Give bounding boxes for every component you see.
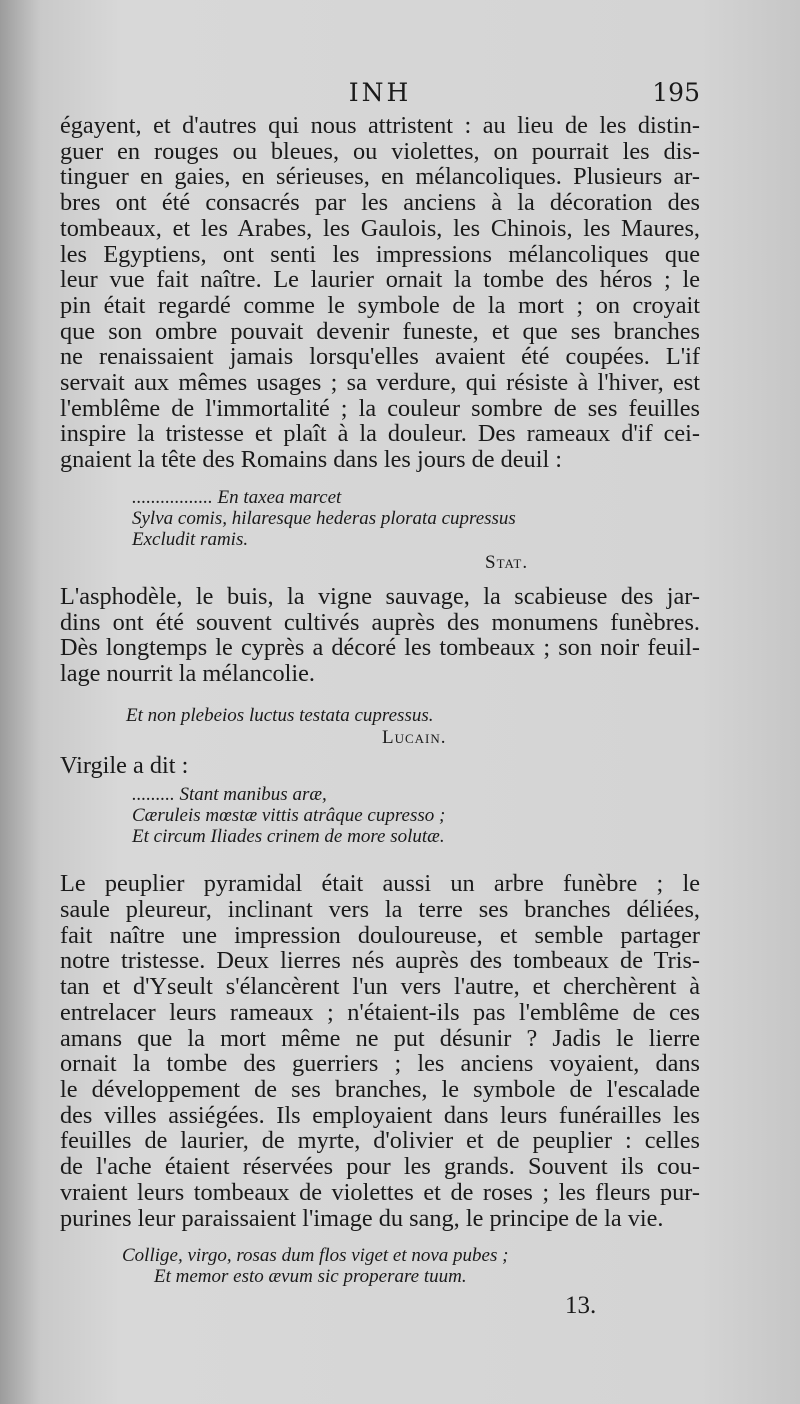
- page-body: [60, 113, 700, 1287]
- verse-line: Et non plebeios luctus testata cupressus.: [126, 704, 434, 726]
- text-line: notre tristesse. Deux lierres nés auprès des tombeaux de Tris-: [60, 947, 700, 975]
- text-line: le développement de ses branches, le symbole de l'escalade: [60, 1075, 700, 1103]
- verse-line: Et memor esto ævum sic properare tuum.: [154, 1266, 467, 1288]
- text-line: des villes assiégées. Ils employaient dans leurs funérailles les: [60, 1101, 700, 1129]
- text-line: tinguer en gaies, en sérieuses, en mélancoliques. Plusieurs ar-: [60, 163, 700, 191]
- text-line: leur vue fait naître. Le laurier ornait la tombe des héros ; le: [60, 266, 700, 294]
- verse-line: ......... Stant manibus aræ,: [132, 784, 327, 806]
- text-line: de l'ache étaient réservées pour les grands. Souvent ils cou-: [60, 1153, 700, 1181]
- paragraph-2: [60, 584, 700, 687]
- text-line: tan et d'Yseult s'élancèrent l'un vers l'autre, et cherchèrent à: [60, 973, 700, 1001]
- text-line: purines leur paraissaient l'image du sang, le principe de la vie.: [60, 1204, 664, 1232]
- paragraph-1: [60, 113, 700, 473]
- verse-line: Et circum Iliades crinem de more solutæ.: [132, 826, 445, 848]
- verse-quote-3: [60, 784, 700, 847]
- text-line: L'asphodèle, le buis, la vigne sauvage, la scabieuse des jar-: [60, 582, 700, 610]
- text-line: inspire la tristesse et plaît à la douleur. Des rameaux d'if cei-: [60, 420, 700, 448]
- verse-quote-1: [60, 487, 700, 550]
- text-line: l'emblême de l'immortalité ; la couleur sombre de ses feuilles: [60, 394, 700, 422]
- text-line: saule pleureur, inclinant vers la terre ses branches déliées,: [60, 896, 700, 924]
- text-line: pin était regardé comme le symbole de la mort ; on croyait: [60, 291, 700, 319]
- text-line: dins ont été souvent cultivés auprès des monumens funèbres.: [60, 608, 700, 636]
- text-line: bres ont été consacrés par les anciens à la décoration des: [60, 189, 700, 217]
- text-line: vraient leurs tombeaux de violettes et de roses ; les fleurs pur-: [60, 1178, 700, 1206]
- text-line: lage nourrit la mélancolie.: [60, 659, 316, 687]
- text-line: ornait la tombe des guerriers ; les anciens voyaient, dans: [60, 1050, 700, 1078]
- text-line: ne renaissaient jamais lorsqu'elles avaient été coupées. L'if: [60, 343, 700, 371]
- text-line: gnaient la tête des Romains dans les jours de deuil :: [60, 446, 563, 474]
- text-line: feuilles de laurier, de myrte, d'olivier et de peuplier : celles: [60, 1127, 700, 1155]
- text-line: amans que la mort même ne put désunir ? Jadis le lierre: [60, 1024, 700, 1052]
- verse-line: Collige, virgo, rosas dum flos viget et nova pubes ;: [122, 1245, 509, 1267]
- text-line: fait naître une impression douloureuse, et semble partager: [60, 921, 700, 949]
- verse-line: Sylva comis, hilaresque hederas plorata cupressus: [132, 507, 516, 529]
- text-line: les Egyptiens, ont senti les impressions mélancoliques que: [60, 240, 700, 268]
- page-number: 195: [652, 78, 700, 107]
- text-line: égayent, et d'autres qui nous attristent : au lieu de les distin-: [60, 112, 700, 139]
- attribution-lucain: Lucain.: [382, 726, 447, 748]
- text-line: que son ombre pouvait devenir funeste, et que ses branches: [60, 317, 700, 345]
- text-line: servait aux mêmes usages ; sa verdure, qui résiste à l'hiver, est: [60, 369, 700, 397]
- verse-line: ................. En taxea marcet: [132, 486, 342, 508]
- verse-line: Cæruleis mœstæ vittis atrâque cupresso ;: [132, 805, 446, 827]
- paragraph-4: [60, 871, 700, 1231]
- verse-line: Excludit ramis.: [132, 528, 249, 550]
- text-line: Virgile a dit :: [60, 751, 189, 779]
- verse-quote-2: [60, 705, 700, 726]
- running-head: INH: [348, 78, 412, 107]
- attribution-statius: Stat.: [485, 551, 529, 573]
- signature-mark: 13.: [565, 1292, 597, 1319]
- text-line: guer en rouges ou bleues, ou violettes, on pourrait les dis-: [60, 137, 700, 165]
- text-line: tombeaux, et les Arabes, les Gaulois, les Chinois, les Maures,: [60, 214, 700, 242]
- verse-quote-4: [60, 1245, 700, 1287]
- text-line: Le peuplier pyramidal était aussi un arbre funèbre ; le: [60, 870, 700, 898]
- paragraph-3: [60, 753, 700, 779]
- text-line: Dès longtemps le cyprès a décoré les tombeaux ; son noir feuil-: [60, 634, 700, 662]
- text-line: entrelacer leurs rameaux ; n'étaient-ils pas l'emblême de ces: [60, 998, 700, 1026]
